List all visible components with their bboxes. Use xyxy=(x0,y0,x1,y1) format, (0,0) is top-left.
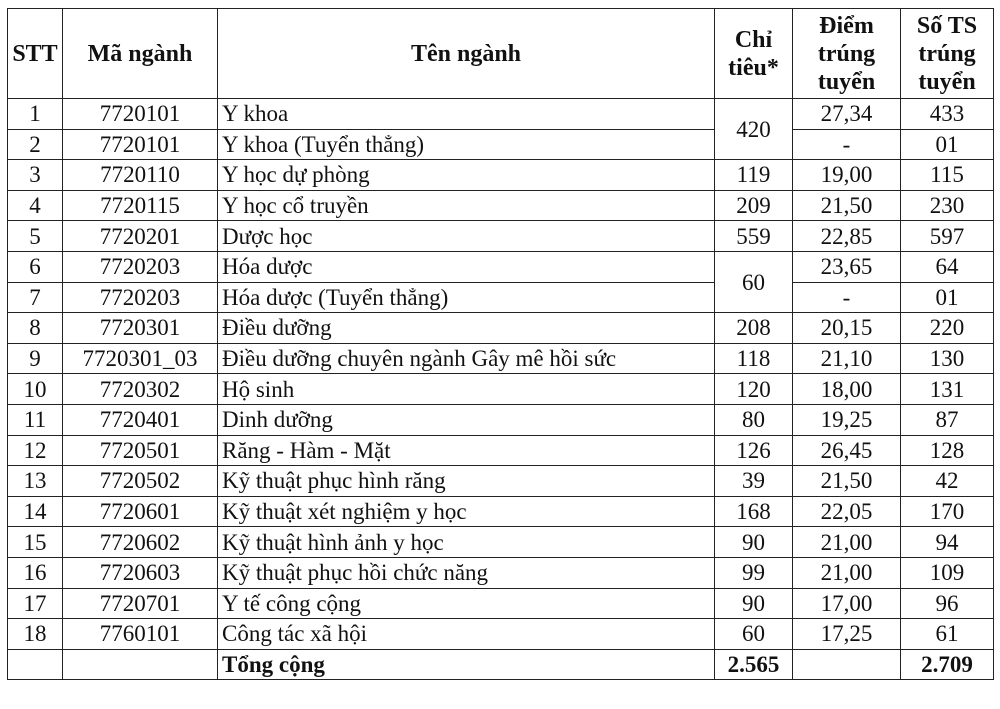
cell-ten-nganh: Y khoa xyxy=(218,99,715,130)
header-row xyxy=(8,9,994,99)
cell-ma-nganh: 7720110 xyxy=(63,160,218,191)
cell-so-ts: 109 xyxy=(901,557,994,588)
cell-ma-nganh: 7720115 xyxy=(63,190,218,221)
total-row xyxy=(8,649,994,679)
cell-so-ts: 131 xyxy=(901,374,994,405)
cell-ma-nganh: 7720201 xyxy=(63,221,218,252)
table-row xyxy=(8,588,994,619)
cell-ma-nganh: 7720603 xyxy=(63,557,218,588)
cell-ma-nganh: 7720701 xyxy=(63,588,218,619)
cell-chi-tieu-merged: 60 xyxy=(715,251,793,312)
cell-chi-tieu: 118 xyxy=(715,343,793,374)
table-row xyxy=(8,251,994,282)
cell-stt: 14 xyxy=(8,496,63,527)
cell-chi-tieu: 119 xyxy=(715,160,793,191)
cell-ten-nganh: Dinh dưỡng xyxy=(218,404,715,435)
cell-so-ts: 94 xyxy=(901,527,994,558)
table-row xyxy=(8,404,994,435)
table-row xyxy=(8,129,994,160)
total-so-ts: 2.709 xyxy=(901,649,994,679)
cell-ten-nganh: Kỹ thuật hình ảnh y học xyxy=(218,527,715,558)
cell-ma-nganh: 7760101 xyxy=(63,619,218,650)
cell-so-ts: 170 xyxy=(901,496,994,527)
header-stt: STT xyxy=(8,9,63,99)
header-ten-nganh: Tên ngành xyxy=(218,9,715,99)
cell-diem: 19,00 xyxy=(793,160,901,191)
cell-stt: 2 xyxy=(8,129,63,160)
cell-diem: 18,00 xyxy=(793,374,901,405)
cell-so-ts: 01 xyxy=(901,282,994,313)
header-so-ts-line2: trúng xyxy=(918,40,976,67)
cell-stt: 5 xyxy=(8,221,63,252)
header-chi-tieu-line1: Chỉ xyxy=(734,26,773,53)
cell-diem: 20,15 xyxy=(793,313,901,344)
cell-stt: 18 xyxy=(8,619,63,650)
cell-so-ts: 96 xyxy=(901,588,994,619)
cell-stt: 13 xyxy=(8,466,63,497)
cell-diem: 26,45 xyxy=(793,435,901,466)
cell-stt: 4 xyxy=(8,190,63,221)
cell-ma-nganh: 7720601 xyxy=(63,496,218,527)
header-diem-trung-tuyen xyxy=(793,9,901,99)
cell-diem: 23,65 xyxy=(793,251,901,282)
table-row xyxy=(8,99,994,130)
cell-ma-nganh: 7720502 xyxy=(63,466,218,497)
cell-ten-nganh: Y tế công cộng xyxy=(218,588,715,619)
cell-ten-nganh: Kỹ thuật phục hồi chức năng xyxy=(218,557,715,588)
cell-ma-nganh: 7720302 xyxy=(63,374,218,405)
cell-chi-tieu: 99 xyxy=(715,557,793,588)
cell-diem: - xyxy=(793,282,901,313)
table-row xyxy=(8,496,994,527)
cell-ten-nganh: Hóa dược (Tuyển thẳng) xyxy=(218,282,715,313)
cell-so-ts: 597 xyxy=(901,221,994,252)
cell-stt: 7 xyxy=(8,282,63,313)
cell-stt: 10 xyxy=(8,374,63,405)
cell-stt: 16 xyxy=(8,557,63,588)
cell-chi-tieu: 559 xyxy=(715,221,793,252)
cell-ten-nganh: Dược học xyxy=(218,221,715,252)
cell-ten-nganh: Hộ sinh xyxy=(218,374,715,405)
cell-ma-nganh: 7720301_03 xyxy=(63,343,218,374)
header-diem-line3: tuyển xyxy=(817,68,876,95)
table-row xyxy=(8,619,994,650)
cell-stt: 9 xyxy=(8,343,63,374)
header-so-ts-line1: Số TS xyxy=(916,12,978,39)
header-chi-tieu-line2: tiêu* xyxy=(728,54,779,81)
cell-ten-nganh: Điều dưỡng xyxy=(218,313,715,344)
cell-ten-nganh: Y học cổ truyền xyxy=(218,190,715,221)
cell-chi-tieu: 126 xyxy=(715,435,793,466)
cell-so-ts: 61 xyxy=(901,619,994,650)
admission-table xyxy=(7,8,994,680)
cell-chi-tieu: 120 xyxy=(715,374,793,405)
cell-diem: 17,25 xyxy=(793,619,901,650)
cell-diem: 21,10 xyxy=(793,343,901,374)
cell-chi-tieu: 90 xyxy=(715,588,793,619)
cell-chi-tieu: 168 xyxy=(715,496,793,527)
header-so-ts-line3: tuyển xyxy=(918,68,976,95)
cell-ma-nganh: 7720101 xyxy=(63,129,218,160)
cell-ten-nganh: Y khoa (Tuyển thẳng) xyxy=(218,129,715,160)
cell-ma-nganh: 7720602 xyxy=(63,527,218,558)
table-row xyxy=(8,313,994,344)
cell-stt: 15 xyxy=(8,527,63,558)
cell-stt: 1 xyxy=(8,99,63,130)
table-row xyxy=(8,221,994,252)
cell-diem: 17,00 xyxy=(793,588,901,619)
cell-ten-nganh: Công tác xã hội xyxy=(218,619,715,650)
cell-diem: 21,50 xyxy=(793,466,901,497)
cell-chi-tieu: 90 xyxy=(715,527,793,558)
cell-so-ts: 64 xyxy=(901,251,994,282)
table-row xyxy=(8,466,994,497)
cell-ma-nganh: 7720203 xyxy=(63,282,218,313)
header-diem-line2: trúng xyxy=(817,40,876,67)
cell-so-ts: 115 xyxy=(901,160,994,191)
cell-chi-tieu-merged: 420 xyxy=(715,99,793,160)
cell-ten-nganh: Điều dưỡng chuyên ngành Gây mê hồi sức xyxy=(218,343,715,374)
table-row xyxy=(8,160,994,191)
cell-so-ts: 230 xyxy=(901,190,994,221)
cell-chi-tieu: 80 xyxy=(715,404,793,435)
table-row xyxy=(8,282,994,313)
total-label: Tổng cộng xyxy=(218,649,715,679)
cell-so-ts: 130 xyxy=(901,343,994,374)
cell-chi-tieu: 39 xyxy=(715,466,793,497)
cell-diem: 27,34 xyxy=(793,99,901,130)
cell-diem: 21,50 xyxy=(793,190,901,221)
cell-stt: 11 xyxy=(8,404,63,435)
cell-ma-nganh: 7720203 xyxy=(63,251,218,282)
table-row xyxy=(8,527,994,558)
header-ma-nganh: Mã ngành xyxy=(63,9,218,99)
cell-stt: 17 xyxy=(8,588,63,619)
cell-stt: 3 xyxy=(8,160,63,191)
cell-so-ts: 128 xyxy=(901,435,994,466)
table-row xyxy=(8,190,994,221)
cell-ten-nganh: Kỹ thuật phục hình răng xyxy=(218,466,715,497)
cell-diem: - xyxy=(793,129,901,160)
total-chi-tieu: 2.565 xyxy=(715,649,793,679)
cell-diem: 22,85 xyxy=(793,221,901,252)
table-row xyxy=(8,435,994,466)
cell-stt: 12 xyxy=(8,435,63,466)
total-empty-diem xyxy=(793,649,901,679)
cell-stt: 6 xyxy=(8,251,63,282)
cell-ma-nganh: 7720301 xyxy=(63,313,218,344)
cell-ten-nganh: Kỹ thuật xét nghiệm y học xyxy=(218,496,715,527)
cell-ma-nganh: 7720101 xyxy=(63,99,218,130)
cell-ma-nganh: 7720401 xyxy=(63,404,218,435)
cell-so-ts: 87 xyxy=(901,404,994,435)
header-chi-tieu xyxy=(715,9,793,99)
table-row xyxy=(8,374,994,405)
cell-ten-nganh: Y học dự phòng xyxy=(218,160,715,191)
cell-diem: 21,00 xyxy=(793,527,901,558)
cell-so-ts: 220 xyxy=(901,313,994,344)
cell-diem: 21,00 xyxy=(793,557,901,588)
total-empty-ma xyxy=(63,649,218,679)
header-diem-line1: Điểm xyxy=(819,12,874,39)
cell-chi-tieu: 208 xyxy=(715,313,793,344)
header-so-ts-trung-tuyen xyxy=(901,9,994,99)
table-row xyxy=(8,343,994,374)
cell-chi-tieu: 60 xyxy=(715,619,793,650)
cell-so-ts: 433 xyxy=(901,99,994,130)
cell-ten-nganh: Răng - Hàm - Mặt xyxy=(218,435,715,466)
cell-so-ts: 42 xyxy=(901,466,994,497)
cell-stt: 8 xyxy=(8,313,63,344)
cell-diem: 22,05 xyxy=(793,496,901,527)
table-row xyxy=(8,557,994,588)
cell-ma-nganh: 7720501 xyxy=(63,435,218,466)
total-empty-stt xyxy=(8,649,63,679)
cell-ten-nganh: Hóa dược xyxy=(218,251,715,282)
cell-diem: 19,25 xyxy=(793,404,901,435)
cell-so-ts: 01 xyxy=(901,129,994,160)
cell-chi-tieu: 209 xyxy=(715,190,793,221)
